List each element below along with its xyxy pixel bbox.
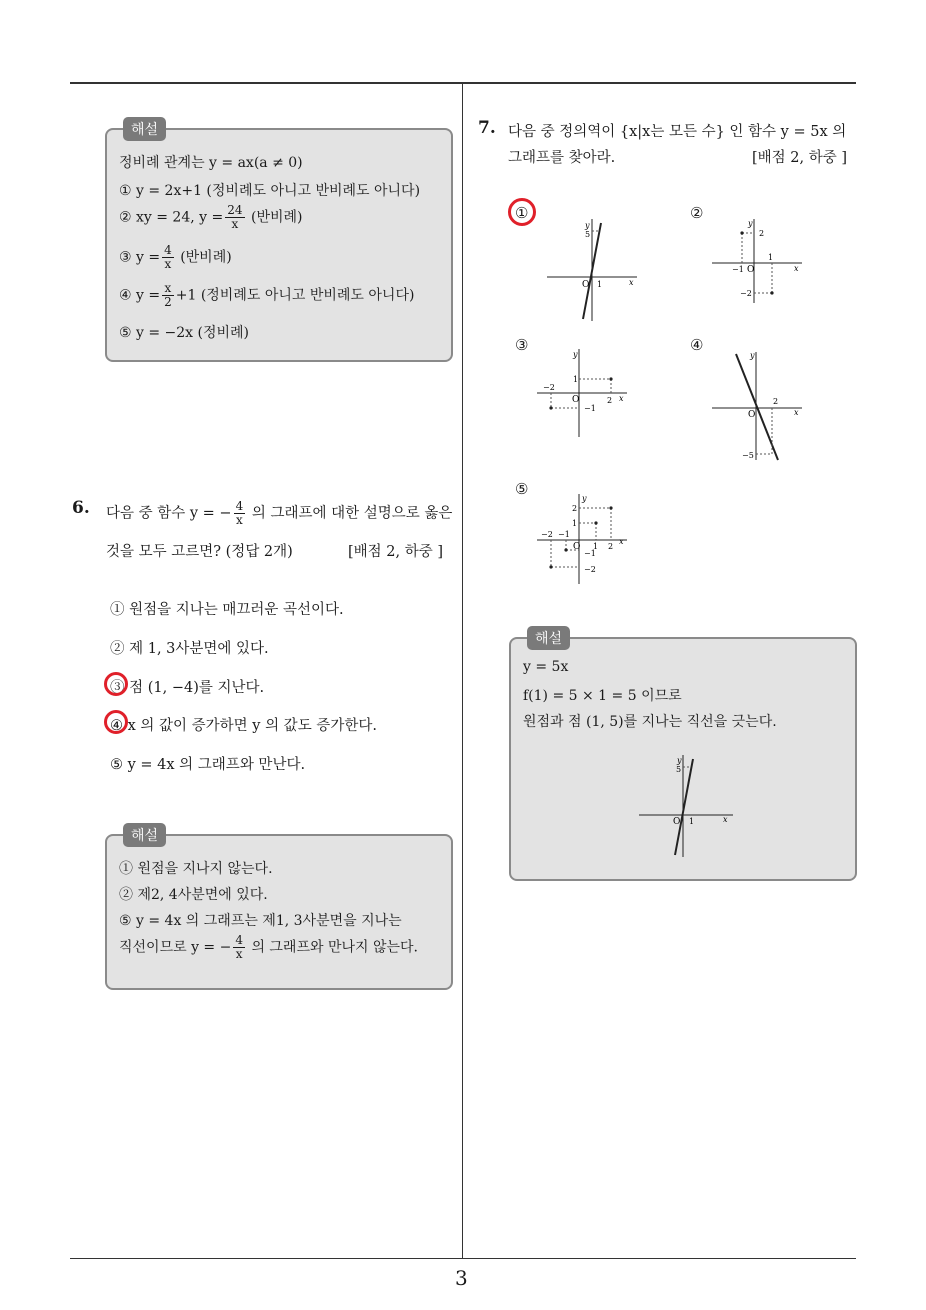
top-rule	[70, 82, 856, 84]
question-number: 7.	[478, 118, 496, 138]
origin-label: O	[748, 410, 756, 420]
tick-label: −1	[584, 404, 596, 413]
answer-option[interactable]: ② 제 1, 3사분면에 있다.	[110, 641, 269, 657]
tick-label: −5	[742, 451, 754, 460]
question-score: [배점 2, 하중 ]	[752, 150, 848, 166]
column-divider	[462, 84, 463, 1258]
tick-label: 5	[676, 765, 682, 774]
choice-label-2[interactable]: ②	[690, 204, 704, 222]
tick-label: 2	[773, 397, 779, 406]
y-axis-label: y	[573, 350, 578, 359]
box-line: ① 원점을 지나지 않는다.	[119, 861, 273, 877]
origin-label: O	[673, 817, 681, 827]
tick-label: 1	[768, 253, 774, 262]
question-score: [배점 2, 하중 ]	[348, 544, 444, 560]
tick-label: −2	[543, 383, 555, 392]
x-axis-label: x	[794, 408, 799, 417]
box-line: ① y = 2x+1 (정비례도 아니고 반비례도 아니다)	[119, 183, 421, 199]
tick-label: 2	[607, 396, 613, 405]
page-number: 3	[455, 1266, 468, 1290]
choice-label-1[interactable]: ①	[515, 204, 529, 222]
tick-label: −2	[541, 530, 553, 539]
origin-label: O	[572, 395, 580, 405]
answer-option[interactable]: ⑤ y = 4x 의 그래프와 만난다.	[110, 757, 306, 773]
box-line: ④ y = $\frac{x}{2}$ +1 (정비례도 아니고 반비례도 아니다)	[119, 281, 415, 309]
choice-label-3[interactable]: ③	[515, 336, 529, 354]
x-axis-label: x	[619, 537, 624, 546]
tick-label: 1	[597, 280, 603, 289]
tick-label: −2	[740, 289, 752, 298]
choice-label-4[interactable]: ④	[690, 336, 704, 354]
box-line: f(1) = 5 × 1 = 5 이므로	[523, 688, 682, 704]
graph-option-3[interactable]	[535, 345, 630, 440]
tick-label: 1	[689, 817, 695, 826]
selected-mark-circle	[104, 710, 128, 734]
explanation-box-7	[509, 631, 857, 881]
answer-option[interactable]: ① 원점을 지나는 매끄러운 곡선이다.	[110, 602, 344, 618]
tick-label: 1	[593, 542, 599, 551]
x-axis-label: x	[629, 278, 634, 287]
question-number: 6.	[72, 498, 90, 518]
answer-option[interactable]: ④ x 의 값이 증가하면 y 의 값도 증가한다.	[110, 718, 377, 734]
y-axis-label: y	[585, 221, 590, 230]
explanation-tag: 해설	[527, 626, 570, 650]
y-axis-label: y	[677, 756, 682, 765]
graph-option-1[interactable]	[545, 215, 640, 325]
answer-option[interactable]: ③ 점 (1, −4)를 지난다.	[110, 680, 265, 696]
graph-option-5[interactable]	[535, 492, 630, 587]
y-axis-label: y	[582, 494, 587, 503]
selected-mark-circle	[508, 198, 536, 226]
bottom-rule	[70, 1258, 856, 1259]
graph-option-2[interactable]	[710, 215, 805, 305]
x-axis-label: x	[794, 264, 799, 273]
tick-label: 1	[573, 375, 579, 384]
origin-label: O	[573, 542, 581, 552]
tick-label: −1	[732, 265, 744, 274]
explanation-tag: 해설	[123, 823, 166, 847]
x-axis-label: x	[619, 394, 624, 403]
box-line: ⑤ y = 4x 의 그래프는 제1, 3사분면을 지나는	[119, 913, 402, 929]
question-text: 다음 중 정의역이 {x|x는 모든 수} 인 함수 y = 5x 의	[508, 124, 847, 140]
box-line: 정비례 관계는 y = ax(a ≠ 0)	[119, 155, 303, 171]
y-axis-label: y	[750, 351, 755, 360]
origin-label: O	[582, 280, 590, 290]
box-line: y = 5x	[523, 659, 569, 675]
graph-option-4[interactable]	[710, 348, 805, 463]
choice-label-5[interactable]: ⑤	[515, 480, 529, 498]
tick-label: 2	[759, 229, 765, 238]
question-text: 다음 중 함수 y = − $\frac{4}{x}$ 의 그래프에 대한 설명으로 옳은	[106, 499, 453, 527]
tick-label: 2	[608, 542, 614, 551]
y-axis-label: y	[748, 219, 753, 228]
box-line: ② xy = 24, y = $\frac{24}{x}$ (반비례)	[119, 203, 303, 231]
explanation-box-6	[105, 828, 453, 990]
explanation-graph	[637, 751, 737, 861]
box-line: ② 제2, 4사분면에 있다.	[119, 887, 268, 903]
x-axis-label: x	[723, 815, 728, 824]
box-line: ③ y = $\frac{4}{x}$ (반비례)	[119, 243, 232, 271]
box-line: 원점과 점 (1, 5)를 지나는 직선을 긋는다.	[523, 714, 777, 730]
selected-mark-circle	[104, 672, 128, 696]
box-line: ⑤ y = −2x (정비례)	[119, 325, 250, 341]
origin-label: O	[747, 265, 755, 275]
tick-label: −2	[584, 565, 596, 574]
tick-label: −1	[558, 530, 570, 539]
box-line: 직선이므로 y = − $\frac{4}{x}$ 의 그래프와 만나지 않는다.	[119, 933, 419, 961]
question-text: 그래프를 찾아라.	[508, 150, 616, 166]
explanation-box-5	[105, 122, 453, 362]
question-text: 것을 모두 고르면? (정답 2개)	[106, 544, 293, 560]
tick-label: 2	[572, 504, 578, 513]
tick-label: −1	[584, 549, 596, 558]
tick-label: 5	[585, 230, 591, 239]
explanation-tag: 해설	[123, 117, 166, 141]
tick-label: 1	[572, 519, 578, 528]
